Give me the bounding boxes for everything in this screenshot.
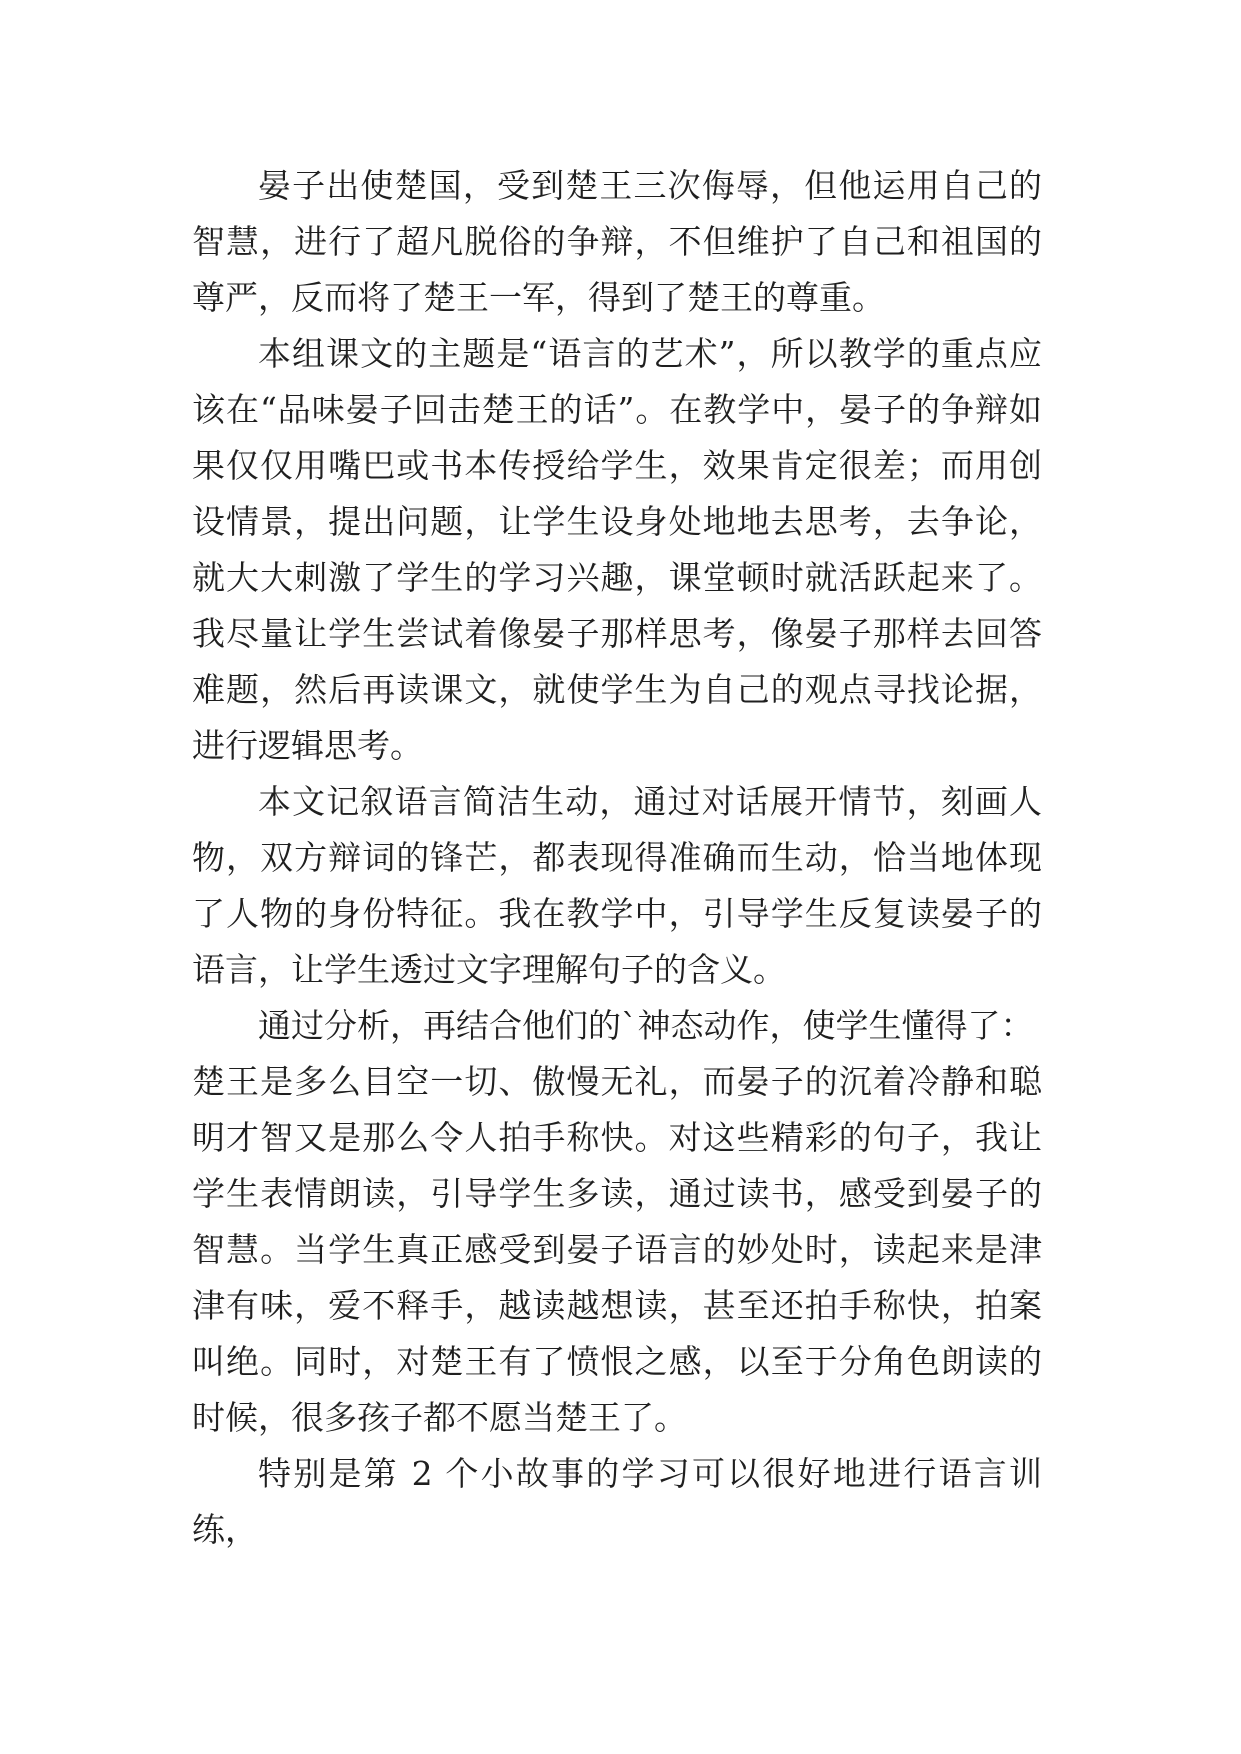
paragraph-yanzi-summary: 晏子出使楚国，受到楚王三次侮辱，但他运用自己的智慧，进行了超凡脱俗的争辩，不但维护了自己和祖国的尊严，反而将了楚王一军，得到了楚王的尊重。 <box>192 166 1042 317</box>
paragraph-second-story: 特别是第 2 个小故事的学习可以很好地进行语言训练， <box>192 1454 1042 1549</box>
paragraph-king-of-chu: 楚王是多么目空一切、傲慢无礼，而晏子的沉着冷静和聪明才智又是那么令人拍手称快。对这些精彩的句子，我让学生表情朗读，引导学生多读，通过读书，感受到晏子的智慧。当学生真正感受到晏子语言的妙处时，读起来是津津有味，爱不释手，越读越想读，甚至还拍手称快，拍案叫绝。同时，对楚王有了愤恨之感，以至于分角色朗读的时候，很多孩子都不愿当楚王了。 <box>192 1062 1042 1437</box>
paragraph-theme-language-art: 本组课文的主题是“语言的艺术”，所以教学的重点应该在“品味晏子回击楚王的话”。在教学中，晏子的争辩如果仅仅用嘴巴或书本传授给学生，效果肯定很差；而用创设情景，提出问题，让学生设身处地地去思考，去争论，就大大刺激了学生的学习兴趣，课堂顿时就活跃起来了。我尽量让学生尝试着像晏子那样思考，像晏子那样去回答难题，然后再读课文，就使学生为自己的观点寻找论据，进行逻辑思考。 <box>192 334 1042 765</box>
document-body <box>192 158 1042 1558</box>
paragraph-analysis-intro: 通过分析，再结合他们的`神态动作，使学生懂得了： <box>258 1006 1034 1045</box>
paragraph-narrative-style: 本文记叙语言简洁生动，通过对话展开情节，刻画人物，双方辩词的锋芒，都表现得准确而生动，恰当地体现了人物的身份特征。我在教学中，引导学生反复读晏子的语言，让学生透过文字理解句子的含义。 <box>192 782 1042 989</box>
